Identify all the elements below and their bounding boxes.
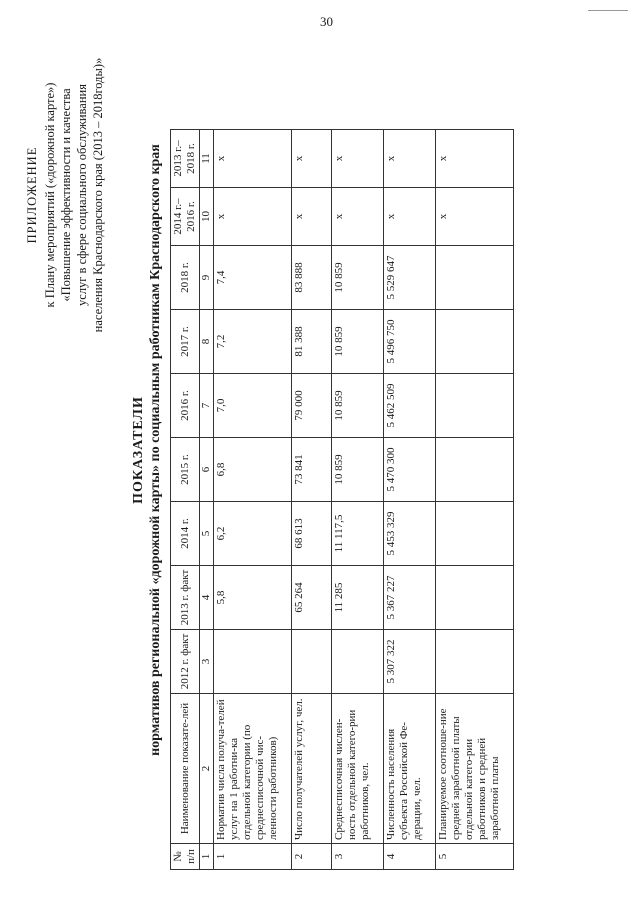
table-cell: 79 000	[292, 374, 332, 438]
table-row	[332, 130, 384, 870]
row-index: 4	[384, 844, 436, 870]
column-number: 8	[200, 310, 214, 374]
table-cell: х	[214, 188, 292, 246]
table-cell	[436, 246, 514, 310]
table-cell: 11 117,5	[332, 502, 384, 566]
table-cell: 7,0	[214, 374, 292, 438]
table-cell	[332, 630, 384, 694]
column-number: 4	[200, 566, 214, 630]
table-cell: 11 285	[332, 566, 384, 630]
rotated-page-content	[20, 20, 620, 880]
column-number: 6	[200, 438, 214, 502]
row-index: 2	[292, 844, 332, 870]
column-header: 2013 г. факт	[171, 566, 200, 630]
table-cell: х	[332, 130, 384, 188]
indicators-table	[170, 129, 514, 870]
table-cell: х	[436, 130, 514, 188]
table-cell: 7,2	[214, 310, 292, 374]
table-cell: 5 307 322	[384, 630, 436, 694]
table-cell: 10 859	[332, 310, 384, 374]
table-header-row	[171, 130, 200, 870]
column-number: 7	[200, 374, 214, 438]
table-row	[436, 130, 514, 870]
indicator-name: Среднесписочная числен-ность отдельной катего-рии работников, чел.	[332, 694, 384, 844]
appendix-line: «Повышение эффективности и качества	[59, 88, 73, 302]
row-index: 3	[332, 844, 384, 870]
column-header: 2014 г.– 2016 г.	[171, 188, 200, 246]
row-index: 5	[436, 844, 514, 870]
table-row	[214, 130, 292, 870]
column-header: 2014 г.	[171, 502, 200, 566]
table-cell	[436, 566, 514, 630]
table-row	[292, 130, 332, 870]
table-cell	[214, 630, 292, 694]
table-cell: 5 453 329	[384, 502, 436, 566]
column-header: 2016 г.	[171, 374, 200, 438]
column-number: 1	[200, 844, 214, 870]
table-cell: 81 388	[292, 310, 332, 374]
table-cell: 68 613	[292, 502, 332, 566]
heading-subtitle: нормативов региональной «дорожной карты» по социальным работникам Краснодарского края	[148, 144, 163, 756]
table-cell	[436, 374, 514, 438]
table-cell: 10 859	[332, 438, 384, 502]
column-header: 2018 г.	[171, 246, 200, 310]
column-header: 2015 г.	[171, 438, 200, 502]
table-cell: х	[332, 188, 384, 246]
appendix-line: услуг в сфере социального обслуживания	[75, 84, 89, 306]
indicator-name: Численность населения субъекта Российской Фе-дерации, чел.	[384, 694, 436, 844]
table-cell: 6,8	[214, 438, 292, 502]
row-index: 1	[214, 844, 292, 870]
table-cell: х	[292, 130, 332, 188]
indicator-name: Норматив числа получа-телей услуг на 1 работни-ка отдельной категории (по среднесписочной чис-ленности работников)	[214, 694, 292, 844]
table-cell: х	[436, 188, 514, 246]
column-header: 2013 г.– 2018 г.	[171, 130, 200, 188]
table-cell: 7,4	[214, 246, 292, 310]
column-header: 2017 г.	[171, 310, 200, 374]
column-number: 2	[200, 694, 214, 844]
table-cell	[436, 438, 514, 502]
table-cell: 5 462 509	[384, 374, 436, 438]
appendix-header	[24, 30, 106, 360]
table-cell: х	[292, 188, 332, 246]
appendix-line: к Плану мероприятий («дорожной карте»)	[43, 82, 57, 308]
indicator-name: Планируемое соотноше-ние средней заработной платы отдельной катего-рии работников и средней заработной платы	[436, 694, 514, 844]
column-header: № п/п	[171, 844, 200, 870]
table-cell: 5 496 750	[384, 310, 436, 374]
column-header: 2012 г. факт	[171, 630, 200, 694]
table-cell	[436, 630, 514, 694]
column-number: 10	[200, 188, 214, 246]
column-numbering-row	[200, 130, 214, 870]
table-row	[384, 130, 436, 870]
column-number: 11	[200, 130, 214, 188]
table-cell: 5 470 300	[384, 438, 436, 502]
column-number: 5	[200, 502, 214, 566]
page-number: 30	[320, 14, 333, 29]
table-cell: х	[384, 188, 436, 246]
heading-title: ПОКАЗАТЕЛИ	[131, 396, 146, 504]
table-cell: 5,8	[214, 566, 292, 630]
column-number: 9	[200, 246, 214, 310]
table-cell: 6,2	[214, 502, 292, 566]
table-cell	[436, 502, 514, 566]
table-cell: 10 859	[332, 374, 384, 438]
table-cell: 10 859	[332, 246, 384, 310]
document-heading	[130, 20, 164, 880]
table-cell: х	[384, 130, 436, 188]
table-cell	[436, 310, 514, 374]
table-cell: 73 841	[292, 438, 332, 502]
table-cell: 83 888	[292, 246, 332, 310]
corner-mark	[588, 10, 628, 11]
table-cell: 65 264	[292, 566, 332, 630]
appendix-title: ПРИЛОЖЕНИЕ	[25, 146, 39, 244]
table-cell: 5 367 227	[384, 566, 436, 630]
indicator-name: Число получателей услуг, чел.	[292, 694, 332, 844]
table-cell	[292, 630, 332, 694]
table-cell: х	[214, 130, 292, 188]
column-number: 3	[200, 630, 214, 694]
table-cell: 5 529 647	[384, 246, 436, 310]
column-header: Наименование показате-лей	[171, 694, 200, 844]
appendix-line: населения Краснодарского края (2013 – 2018годы)»	[91, 57, 105, 333]
